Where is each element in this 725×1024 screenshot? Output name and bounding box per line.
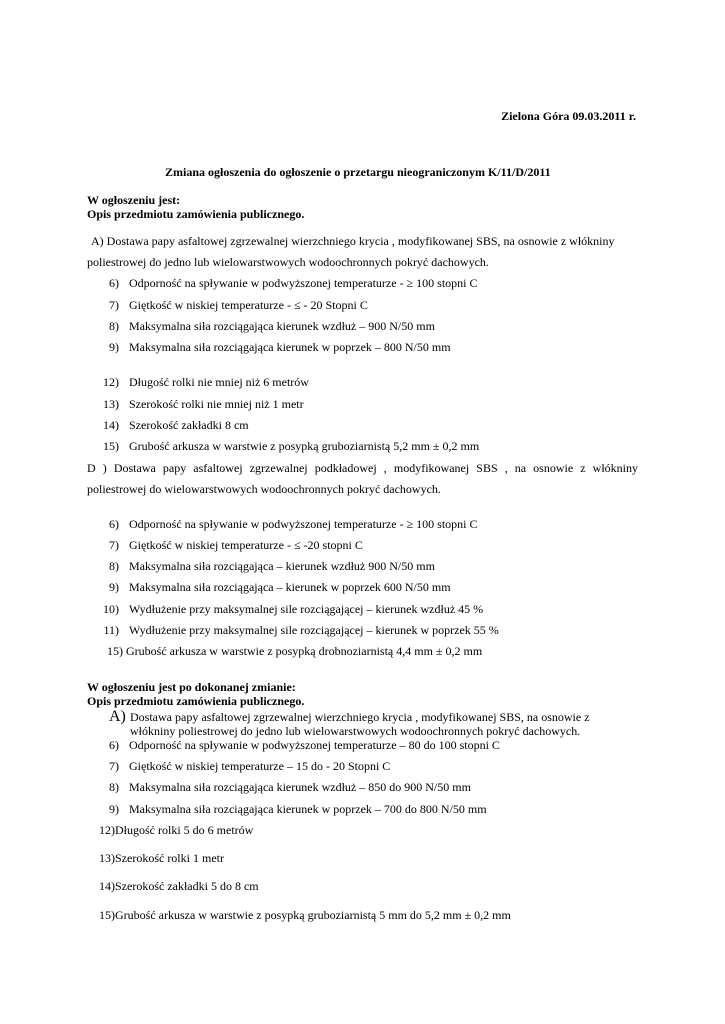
list-item: 9) Maksymalna siła rozciągająca kierunek w poprzek – 700 do 800 N/50 mm xyxy=(109,802,487,816)
after-a-letter: A) xyxy=(109,708,126,725)
after-heading: W ogłoszeniu jest po dokonanej zmianie: xyxy=(87,680,296,694)
list-item: 7) Giętkość w niskiej temperaturze – 15 do - 20 Stopni C xyxy=(109,759,391,773)
list-item: 10) Wydłużenie przy maksymalnej sile rozciągającej – kierunek wzdłuż 45 % xyxy=(103,602,484,616)
before-d-line2: poliestrowej do wielowarstwowych wodoochronnych pokryć dachowych. xyxy=(87,482,441,496)
list-item: 8) Maksymalna siła rozciągająca kierunek wzdłuż – 900 N/50 mm xyxy=(109,319,435,333)
list-item: 14) Szerokość zakładki 8 cm xyxy=(103,418,249,432)
before-a-line1: A) Dostawa papy asfaltowej zgrzewalnej wierzchniego krycia , modyfikowanej SBS, na osnowie z włókniny xyxy=(91,234,615,248)
list-item: 14)Szerokość zakładki 5 do 8 cm xyxy=(99,879,259,893)
before-d-line1: D ) Dostawa papy asfaltowej zgrzewalnej podkładowej , modyfikowanej SBS , na osnowie z włókniny xyxy=(87,461,638,475)
list-item: 8) Maksymalna siła rozciągająca – kierunek wzdłuż 900 N/50 mm xyxy=(109,559,435,573)
before-a-line2: poliestrowej do jedno lub wielowarstwowych wodoochronnych pokryć dachowych. xyxy=(87,255,489,269)
after-a-line1: Dostawa papy asfaltowej zgrzewalnej wierzchniego krycia , modyfikowanej SBS, na osnowie z xyxy=(130,710,590,724)
list-item: 12)Długość rolki 5 do 6 metrów xyxy=(99,823,254,837)
before-heading: W ogłoszeniu jest: xyxy=(87,193,181,207)
after-a-line2: włókniny poliestrowej do jedno lub wielowarstwowych wodoochronnych pokryć dachowych. xyxy=(130,724,581,738)
after-subheading: Opis przedmiotu zamówienia publicznego. xyxy=(87,694,305,708)
list-item: 15) Grubość arkusza w warstwie z posypką gruboziarnistą 5,2 mm ± 0,2 mm xyxy=(103,439,480,453)
list-item: 15) Grubość arkusza w warstwie z posypką drobnoziarnistą 4,4 mm ± 0,2 mm xyxy=(107,644,483,658)
list-item: 15)Grubość arkusza w warstwie z posypką gruboziarnistą 5 mm do 5,2 mm ± 0,2 mm xyxy=(99,908,511,922)
before-subheading: Opis przedmiotu zamówienia publicznego. xyxy=(87,207,305,221)
list-item: 6) Odporność na spływanie w podwyższonej temperaturze - ≥ 100 stopni C xyxy=(109,517,478,531)
place-date: Zielona Góra 09.03.2011 r. xyxy=(501,109,636,123)
list-item: 13) Szerokość rolki nie mniej niż 1 metr xyxy=(103,397,304,411)
list-item: 11) Wydłużenie przy maksymalnej sile rozciągającej – kierunek w poprzek 55 % xyxy=(103,623,499,637)
list-item: 6) Odporność na spływanie w podwyższonej temperaturze – 80 do 100 stopni C xyxy=(109,738,500,752)
list-item: 7) Giętkość w niskiej temperaturze - ≤ - 20 Stopni C xyxy=(109,298,368,312)
list-item: 7) Giętkość w niskiej temperaturze - ≤ -20 stopni C xyxy=(109,538,363,552)
list-item: 13)Szerokość rolki 1 metr xyxy=(99,851,224,865)
list-item: 8) Maksymalna siła rozciągająca kierunek wzdłuż – 850 do 900 N/50 mm xyxy=(109,780,471,794)
list-item: 12) Długość rolki nie mniej niż 6 metrów xyxy=(103,375,309,389)
document-title: Zmiana ogłoszenia do ogłoszenie o przetargu nieograniczonym K/11/D/2011 xyxy=(165,165,551,179)
list-item: 9) Maksymalna siła rozciągająca – kierunek w poprzek 600 N/50 mm xyxy=(109,580,451,594)
list-item: 6) Odporność na spływanie w podwyższonej temperaturze - ≥ 100 stopni C xyxy=(109,276,478,290)
list-item: 9) Maksymalna siła rozciągająca kierunek w poprzek – 800 N/50 mm xyxy=(109,340,451,354)
